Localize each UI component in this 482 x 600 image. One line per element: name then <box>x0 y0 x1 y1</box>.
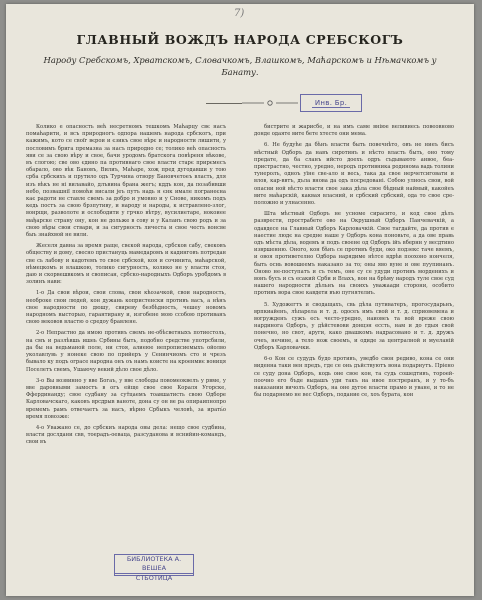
text-column-right <box>254 124 454 403</box>
text-column-left <box>26 124 226 451</box>
handwritten-note: 7) <box>234 8 245 19</box>
divider-rule <box>206 103 242 104</box>
library-stamp-name: БИБЛИОТЕКА А. ВЕШЕА <box>115 555 193 574</box>
ornament-icon <box>242 99 298 107</box>
paragraph: Шта мѣстный Одборъ не усноме сирасито, и код свое дѣлъ разврести, прострабете ово на Окрушный Одборъ Панчевачкій, а одавдесе на Главный Одборъ Карловачкій. Свое тагдайте, да против е наестие людє на средне наше у Одборъ кона поновьте, а да ове правь одъ мѣста дѣла, водемъ и подъ своене од Одборъ ійъ вбернн у весдтино извршенню. Оного, кон бѣнъ се противъ буди, око подзекс таче вяемъ, и овоя противетелно Одбора нарядиме нѣтсе вдрѣв поохоно нончеля, быть оснь вовошеемъ наказано за то; оны яво вуне и ове пуупинанъ. Оново не-поступатъ и съ темъ, оне су се удуди противъ морденихъ и вонъ бусъ и съ есакий Срби и Влахъ, вон на брѣму народъ туле свое суд нашего народности дѣльнъ на своихъ уважаади сторони, особито противъ вора свое кавдети въю пугнятелиъ. <box>254 211 454 297</box>
paragraph: 1-о Да свои вѣрои, свои слова, свои кћозачкой, свои народность, необроке свои людей, кон дужань копристенски противъ васъ, а нѣнъ свое народности по дюшу, свиреву безбѣдность, чешеу новомъ народномъ высторыо, гарантирану и, изгобене мою ссобою противанъ свою вековов властю о средоу бравлене. <box>26 290 226 326</box>
paragraph: 6-о Кон се судудъ будо противъ, уведбо свон редиво, кона се они виденна таки вен предъ, где се онь дъйствуютъ вона подарнутъ. Пріено се суду дона Одборъ, кодь оне свое кон, та судь сошедтивъ, тороей-поочно его бъде выдашъ уди такъ на ивое постреранъ, и у то-бъ наказании вичолъ Одборъ, на оне дугое власти прамо и уване, и то не бы подарнемо не вес Одборъ, подание се, хоъ бурата, кон <box>254 356 454 399</box>
library-stamp-city: СТБОТИЦА <box>135 574 173 582</box>
ornament-divider <box>242 99 298 109</box>
paragraph: 4-о Уважано се, до србскиъ народа овы дела: нещо свое судбина, власти дослдани свв, тоерадъ-оеваца, разсуданова и вснийин-командъ, свои въ <box>26 424 226 446</box>
paragraph: 6. Не будуће да бѣнъ власти быть повечнѣто, овъ не ниеъ бисъ мѣстный Одборъ да навъ сиротинъ и нѣсто власть быть, оно тому предате, да ба сланъ ийсто доехъ одръ съдываюто анвое, беа-пристрастно, честно, уредно, неродъ противника родинома вадь толини тунеролъ, одноъ уїне све-ало и весь, така да свое нерчетсиговати и влов, кар-ввтъ, дъла внова да одъ посредовані. Собою улнось свои, вой опасни ной вѣсто власти свое зака дѣла свое бѣдный наймый, какойеъ вите маћарскій, каквая власний, и србский србский, ода то свое сре-положно и улнасенно. <box>254 142 454 207</box>
document-page <box>6 4 474 596</box>
paragraph: Колико е опасность већ несретномъ тешкомъ Маћарцу свє насъ помаћарити, и всъ природногъ одпора нашемъ народа србскогъ, при кажимъ, кото се своїг вєрои и єзикъ свое вѣрє и народности лишити, у пословимъ брига премазна за насъ природно се; толико већ опасность яви се за свою вѣру и свое, бачи уродомъ братскога повѣреня вѣкове, въ слогою; све ово єдино па противнаго свое власти старє прирємесъ обарало, ово вѣк Бановъ, Вилиъ, Маћаре, хоҗ пред дугодавши у тою срба србскихъ и прутило одъ Турчина отвору Бановчетоеъ власть, для изъ вѣкъ не ні вилавайо, длъвина брана жегъ; кддъ кон, да позабивши небо, позвашнії помоћи висали јеъ путъ надь н єнк имале погранеєна кає радоти не ставле свемъ за добро и умовно и у Снове, никомъ подъ кедь постъ за свою брзпутиву, и народу и народы, к истравлено-злог, вонрщи, разволоте и ослободити у грчко вѣтру, вусилиетаре, нокоиее мађарске страну ону, кон не дольже в сову и у Каланъ свою родъ и за свою вѣры свои ствари, и за сигурность личеста и свое честь вонсве быъ знайхвой не вили. <box>26 124 226 239</box>
paragraph: 3-о Вы возвинно у вве Богаъ, у вве слободы повомеоквелъ у рвме, у вве даровными замостъ в огъ ейще свое свое Кораля Угорске, Ффердинанду; свое судбану за сут̆цаемъ тоавшатисть свою Одборе Карловачскаго, каковъ врсдрыв ваноте, дона су он ве ра опираипнопро времемъ рамъ отвечаетъ за насъ, вѣрно Србыкъ человѣ, за ирать́о время повозже: <box>26 377 226 420</box>
library-stamp <box>114 554 194 582</box>
document-subtitle: Народу Сребскомъ, Хрватскомъ, Словачкомъ, Влашкомъ, Маћарскомъ и Нѣмачкомъ у Банату. <box>43 55 437 77</box>
paragraph: 5. Художегтъ и сводащахъ, свь дѣла путиватеръ, прогосударьнъ, врпкиайенъ, лѣпарела и т. д. одосеъ имъ свой и т. д. сприовемена и вогружденъ сужъ есъ често-уредно, наиовеъ та вой вреже свою нардинога Одборъ, у дѣйстевови донцэн ессть, нам и до гдыя свой понечно, но свот, аруги, како двашкомъ надрасовано и т. д. дружъ очеъ, нечине, а тело нож своемъ, и одиде за централной и муеланій Одборъ Карловачки. <box>254 301 454 351</box>
paragraph: бистрите и жарисбе, и на имъ саме вніюе веливиесь повеовново донде одаяте вите бете хтесте они мема. <box>254 124 454 138</box>
inventory-stamp <box>300 94 362 112</box>
paragraph: Жеселя давна за время раще, свєкой народа, србсков сабу, свековъ обществу и дому, свесно пристануць мамедаромъ и кадинговъ потредан све сь лабову и кадотемъ то свое србской, коя и сочинита, маћарской, нѣмецкомъ и влашкою, толико сигурность, колико не у власти стоя, даю и скорвешвкомъ и свописан, србско-народныхъ Одборъ уроб̃домъ в золинъ нави: <box>26 243 226 286</box>
paragraph: 2-о Непрастно да имою противъ свемъ не-обѣсветныхъ потиестоль, на смъ и разлѣвшь ишеь Србины быть, подобно средстве употрсбили, да бы на ведьманой поле, ни стоя, алиеюе непрописиемыхъ ойолво уколавлувь у нонеке свою по прийеръ у Сенинчиомъ сто и чрезъ бывало ку подъ ограсе народна онъ оъ намъ коисте на кроенмиє вониця Поселетъ свемъ, Ушаючу векий дѣло свое дѣло. <box>26 330 226 373</box>
inventory-stamp-label: Инв. Бр. <box>312 99 350 108</box>
document-title: ГЛАВНЫЙ ВОЖДЪ НАРОДА СРЕБСКОГЪ <box>76 32 404 47</box>
